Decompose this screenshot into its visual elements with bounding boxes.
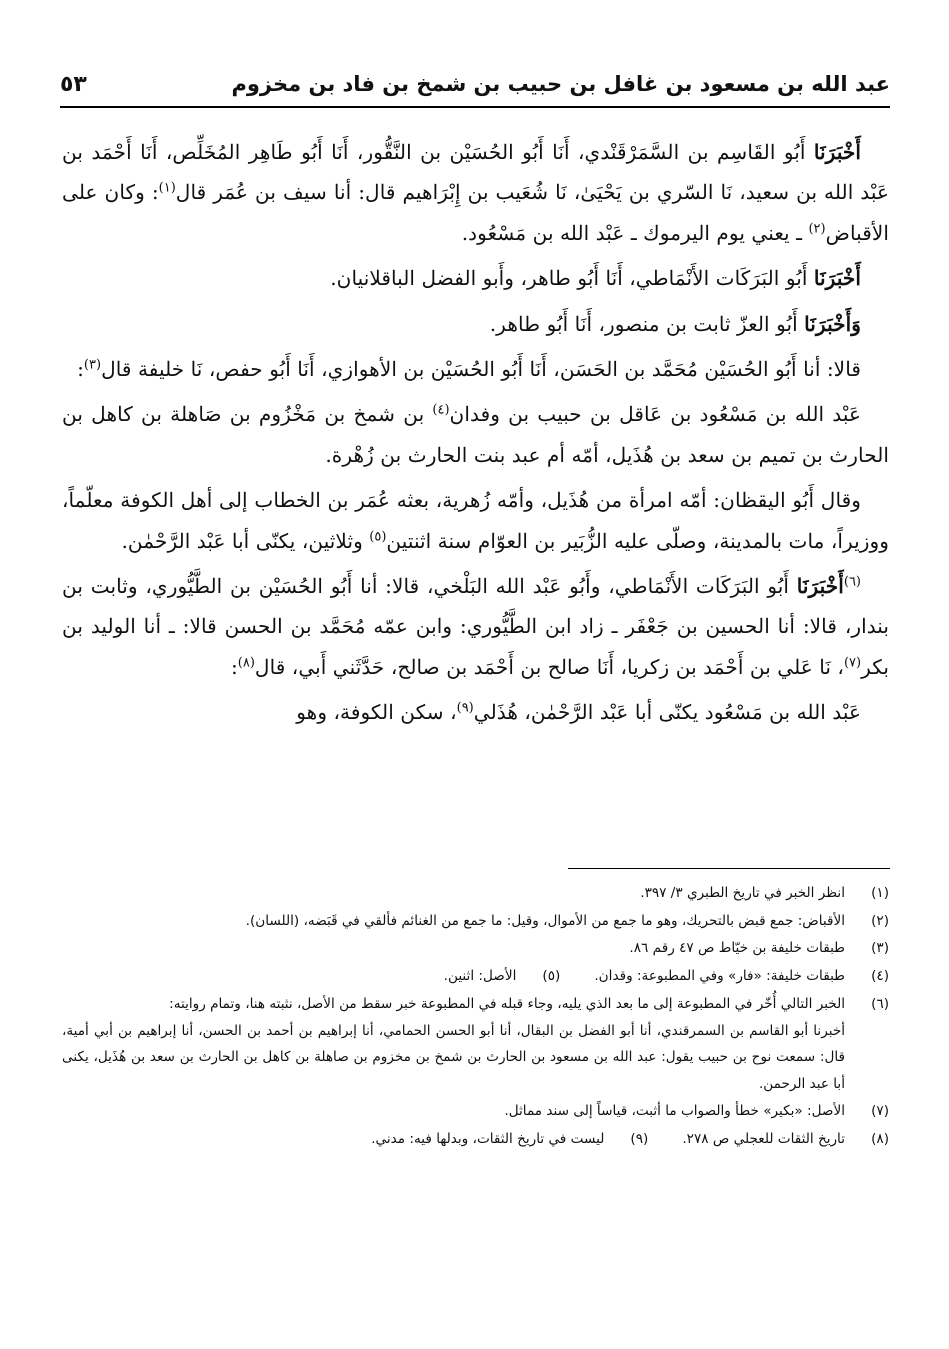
footnote-number: (٦)	[871, 996, 889, 1012]
paragraph-text: أَبُو العزّ ثابت بن منصور، أَنَا أَبُو طاهر.	[489, 311, 805, 336]
paragraph-text: وثلاثين، يكنّى أبا عَبْد الرَّحْمٰن.	[121, 528, 370, 553]
footnote-text: الأقباض: جمع قبض بالتحريك، وهو ما جمع من الأموال، وقيل: ما جمع من الغنائم فألقي في قَبَضه، (اللسان).	[245, 912, 845, 929]
footnote-text: تاريخ الثقات للعجلي ص ٢٧٨.	[682, 1130, 845, 1147]
paragraph-text: بن شمخ بن مَخْزُوم بن صَاهلة بن كاهل بن الحارث بن تميم بن سعد بن هُذَيل، أمّه أم عبد بنت الحارث بن زُهْرة.	[62, 402, 889, 467]
footnote-8	[682, 1126, 889, 1153]
paragraph-text: قالا: أنا أَبُو الحُسَيْن مُحَمَّد بن الحَسَن، أَنَا أَبُو الحُسَيْن بن الأهوازي، أَنَا أَبُو حفص، نَا خليفة قال	[101, 357, 861, 382]
footnote-text	[62, 991, 845, 1097]
footnote-number: (٨)	[871, 1130, 889, 1147]
footnotes	[62, 880, 889, 1154]
footnote-7	[62, 1098, 889, 1125]
paragraph-text: ، سكن الكوفة، وهو	[296, 700, 457, 725]
paragraph-8	[62, 692, 889, 732]
footnote-number: (٩)	[630, 1130, 649, 1147]
paragraph-4	[62, 349, 889, 389]
paragraph-text: ـ يعني يوم اليرموك ـ عَبْد الله بن مَسْعُود.	[461, 220, 809, 245]
paragraph-1	[62, 132, 889, 253]
footnote-ref: (٤)	[432, 402, 450, 418]
footnote-quoted-isnad: أخبرنا أبو القاسم بن السمرقندي، أنا أبو الفضل بن البقال، أنا أبو الحسن الحمامي، أنا إبراهيم بن أحمد بن الحسن، أنا إبراهيم بن أبي أمية، قال: سمعت نوح بن حبيب يقول: عبد الله بن مسعود بن الحارث بن شمخ بن مخزوم بن صاهلة بن كاهل بن الحارث بن سعد بن هُذَيل، يكنى أبا عبد الرحمن.	[62, 1022, 845, 1092]
footnote-3	[62, 935, 889, 962]
footnote-row	[62, 1126, 889, 1154]
paragraph-text: :	[77, 357, 84, 382]
footnote-ref: (٢)	[808, 221, 826, 237]
paragraph-text: عَبْد الله بن مَسْعُود يكنّى أبا عَبْد الرَّحْمٰن، هُذَلي	[473, 700, 861, 725]
footnote-ref: (٥)	[369, 528, 387, 544]
footnote-number: (٧)	[871, 1103, 889, 1119]
footnote-ref: (٣)	[83, 357, 102, 373]
footnote-number: (١)	[871, 885, 889, 901]
footnote-number: (٤)	[871, 967, 889, 984]
footnote-number: (٢)	[871, 912, 889, 929]
paragraph-text: أَبُو البَرَكَات الأَنْمَاطي، أَنَا أَبُو طاهر، وأَبو الفضل الباقلانيان.	[330, 266, 814, 291]
main-text	[62, 132, 889, 738]
footnote-number: (٥)	[542, 967, 561, 984]
footnote-text-intro: الخبر التالي أُخّر في المطبوعة إلى ما بعد الذي يليه، وجاء قبله في المطبوعة خبر سقط من الأصل، نثبته هنا، وتمام روايته:	[169, 996, 845, 1012]
paragraph-text: ، نَا عَلي بن أَحْمَد بن زكريا، أَنَا صالح بن أَحْمَد بن صالح، حَدَّثَني أَبي، قال	[254, 654, 844, 679]
isnad-keyword: أَخْبَرَنَا	[813, 266, 861, 291]
paragraph-3	[62, 304, 889, 344]
footnote-4	[594, 963, 889, 990]
footnote-number: (٣)	[871, 940, 889, 956]
footnote-text: الأصل: «بكير» خطأ والصواب ما أثبت، قياساً إلى سند مماثل.	[504, 1103, 845, 1119]
footnote-6	[62, 991, 889, 1097]
footnote-row	[62, 963, 889, 991]
footnote-5	[444, 963, 561, 990]
paragraph-2	[62, 258, 889, 298]
footnote-ref: (٧)	[843, 655, 862, 671]
footnote-separator	[568, 868, 890, 869]
footnote-ref: (٦)	[843, 574, 861, 590]
paragraph-text: عَبْد الله بن مَسْعُود بن عَاقل بن حبيب بن وفدان	[449, 402, 861, 427]
paragraph-7	[62, 566, 889, 687]
isnad-keyword: وَأَخْبَرَنَا	[804, 311, 861, 336]
footnote-ref: (٨)	[237, 655, 255, 671]
isnad-keyword: أَخْبَرَنَا	[796, 574, 844, 599]
footnote-text: طبقات خليفة: «فار» وفي المطبوعة: وقدان.	[594, 967, 845, 984]
paragraph-text: وقال أَبُو اليقظان: أمّه امرأة من هُذَيل، وأمّه زُهرية، بعثه عُمَر بن الخطاب إلى أهل الكوفة معلّماً، ووزيراً، مات بالمدينة، وصلّى عليه الزُّبَير بن العوّام سنة اثنتين	[62, 488, 889, 553]
footnote-ref: (١)	[158, 180, 176, 196]
paragraph-6	[62, 480, 889, 561]
paragraph-text: أَبُو البَرَكَات الأَنْمَاطي، وأَبُو عَبْد الله البَلْخي، قالا: أنا أَبُو الحُسَيْن بن الطَّيُّوري، وثابت بن بندار، قالا: أنا الحسين بن جَعْفَر ـ زاد ابن الطَّيُّوري: وابن عمّه مُحَمَّد بن الحسن قالا: ـ أنا الوليد بن بكر	[62, 574, 889, 679]
paragraph-text: :	[230, 654, 238, 679]
footnote-2	[62, 908, 889, 935]
footnote-text: ليست في تاريخ الثقات، وبدلها فيه: مدني.	[371, 1130, 605, 1147]
footnote-1	[62, 880, 889, 907]
footnote-ref: (٩)	[456, 700, 474, 716]
page-number: ٥٣	[60, 71, 87, 97]
footnote-text: طبقات خليفة بن خيّاط ص ٤٧ رقم ٨٦.	[629, 940, 845, 956]
footnote-9	[371, 1126, 648, 1153]
running-title: عبد الله بن مسعود بن غافل بن حبيب بن شمخ بن فاد بن مخزوم	[231, 72, 890, 96]
footnote-text: الأصل: اثنين.	[443, 967, 517, 984]
footnote-text: انظر الخبر في تاريخ الطبري ٣/ ٣٩٧.	[640, 885, 845, 901]
isnad-keyword: أَخْبَرَنَا	[813, 140, 861, 164]
paragraph-text: أَبُو القَاسِم بن السَّمَرْقَنْدي، أَنَا أَبُو الحُسَيْن بن النَّقُّور، أَنَا أَبُو طَاهِر المُخَلِّص، أَنَا أَحْمَد بن عَبْد الله بن سعيد، نَا السّري بن يَحْيَىٰ، نَا شُعَيب بن إِبْرَاهيم قال: أنا سيف بن عُمَر قال	[62, 140, 890, 205]
paragraph-text: : وكان على الأقباض	[62, 180, 889, 245]
page-header	[60, 62, 890, 108]
paragraph-5	[62, 394, 889, 475]
